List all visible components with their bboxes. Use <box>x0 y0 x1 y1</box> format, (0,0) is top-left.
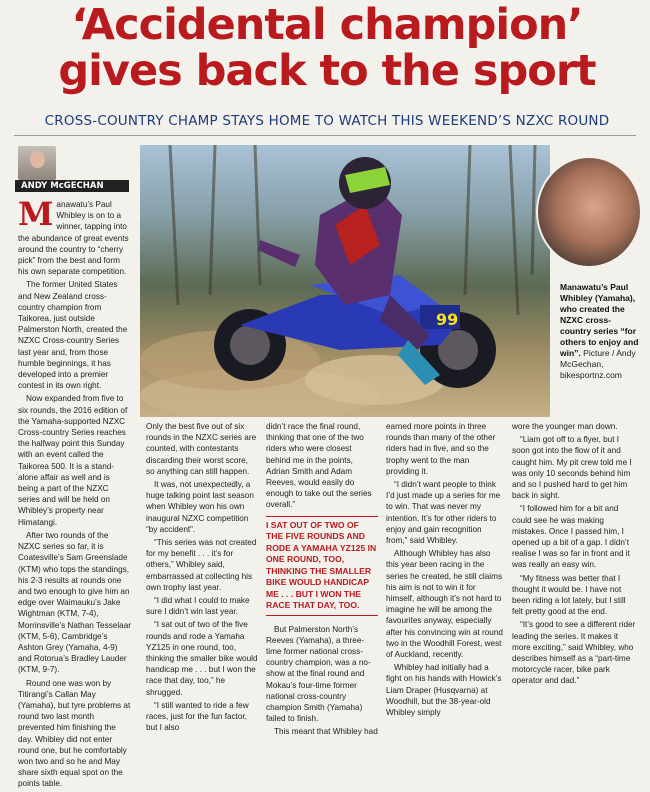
paragraph: It was, not unexpectedly, a huge talking point last season when Whibley won his own inaugural NZXC competition “by accident”. <box>146 480 254 534</box>
headline-line-1: ‘Accidental champion’ <box>71 0 583 50</box>
pull-quote: I SAT OUT OF TWO OF THE FIVE ROUNDS AND RODE A YAMAHA YZ125 IN ONE ROUND, TOO, THINKING THE SMALLER BIKE WOULD HANDICAP ME . . . BUT I WON THE RACE THAT DAY, TOO. <box>266 516 378 616</box>
paragraph: Round one was won by Titirangi’s Callan May (Yamaha), but tyre problems at round two last month prevented him finishing the day. Whibley did not enter round one, but he comfortably won two and so he and May share sixth equal spot on the points table. <box>18 678 131 789</box>
paragraph: “I followed him for a bit and could see he was making mistakes. Once I passed him, I opened up a bit of a gap. I didn’t realise I was so far in front and it was really an easy win. <box>512 504 630 570</box>
paragraph: Manawatu’s Paul Whibley is on to a winner, tapping into the abundance of great events around the country to “cherry pick” from the best and form his own separate competition. <box>18 195 129 277</box>
article-column-1 <box>18 195 132 792</box>
paragraph: Only the best five out of six rounds in the NZXC series are counted, with contestants discarding their worst score, so anything can still happen. <box>146 422 257 476</box>
paragraph: The former United States and New Zealand cross-country champion from Taikorea, just outside Palmerston North, created the NZXC Cross-country Series last year and, from those humble beginnings, it has developed into a premier contest in its own right. <box>18 280 128 391</box>
caption-text: Manawatu’s Paul Whibley (Yamaha), who created the NZXC cross-country series “for others to enjoy and win”. <box>560 282 639 358</box>
divider <box>14 135 636 136</box>
author-byline: ANDY McGECHAN <box>15 180 129 192</box>
article-column-3 <box>266 421 378 740</box>
bike-number: 99 <box>436 310 459 329</box>
author-photo <box>18 146 56 180</box>
paragraph: “I sat out of two of the five rounds and rode a Yamaha YZ125 in one round, too, thinking the smaller bike would handicap me . . . but I won the race that day, too,” he shrugged. <box>146 620 258 697</box>
paragraph: Whibley had initially had a fight on his hands with Howick’s Liam Draper (Husqvarna) at Woodhill, but the 38-year-old Whibley simply <box>386 663 502 718</box>
paragraph: “I still wanted to ride a few races, just for the fun factor, but I also <box>146 700 249 733</box>
drop-cap: M <box>18 195 54 233</box>
article-column-4 <box>386 421 504 720</box>
paragraph: After two rounds of the NZXC series so far, it is Coatesville’s Sam Greenslade (KTM) who tops the standings, his 2-3 results at rounds one and two enough to give him an edge over Waimauku’s Jake Wightman (KTM, 7-4), Morrinsville’s Nathan Tesselaar (KTM, 5-6), Cambridge’s Ashton Grey (Yamaha, 4-9) and Rotorua’s Bradley Lauder (KTM, 9-7). <box>18 530 132 675</box>
paragraph: But Palmerston North’s Reeves (Yamaha), a three-time former national cross-country champion, was a no-show at the final round and Mokau’s four-time former national cross-country champion Smith (Yamaha) failed to finish. <box>266 624 371 724</box>
paragraph: “Liam got off to a flyer, but I soon got into the flow of it and caught him. My pit crew told me I was only 10 seconds behind him and so I pushed hard to get him back in sight. <box>512 435 632 501</box>
article-column-2 <box>146 421 258 735</box>
paragraph: didn’t race the final round, thinking that one of the two riders who were closest behind me in the points, Adrian Smith and Adam Reeves, would easily do enough to take out the series overall.” <box>266 422 372 510</box>
caption-credit: Picture / Andy McGechan, bikesportnz.com <box>560 348 636 380</box>
paragraph: wore the younger man down. <box>512 422 618 431</box>
rider-illustration <box>140 145 550 417</box>
paragraph: “It’s good to see a different rider leading the series. It makes it more exciting,” said Whibley, who describes himself as a “part-time motorcycle racer, bike park operator and dad.” <box>512 620 636 686</box>
article-column-5 <box>512 421 636 689</box>
paragraph: “I did what I could to make sure I didn’t win last year. <box>146 596 250 617</box>
headline-line-2: gives back to the sport <box>58 46 596 96</box>
paragraph: “This series was not created for my benefit . . . it’s for others,” Whibley said, embarrassed at collecting his own trophy last year. <box>146 538 257 592</box>
paragraph: Although Whibley has also this year been racing in the series he created, he still claims his aim is not to win it for himself, although it’s not hard to imagine he will be among the favourites anyway, especially after his convincing win at round two in the Woodhill Forest, west of Auckland, recently. <box>386 549 503 660</box>
paragraph: This meant that Whibley had <box>274 727 378 737</box>
headline <box>14 2 640 94</box>
photo-caption <box>560 282 640 381</box>
paragraph: “I didn’t want people to think I’d just made up a series for me to win. That was never my intention. It’s for other riders to enjoy and gain recognition from,” said Whibley. <box>386 480 501 546</box>
motocross-photo <box>140 145 550 417</box>
subheadline: CROSS-COUNTRY CHAMP STAYS HOME TO WATCH THIS WEEKEND’S NZXC ROUND <box>44 113 610 129</box>
rider-portrait <box>536 156 642 268</box>
paragraph: earned more points in three rounds than many of the other riders had in five, and so the trophy went to the man providing it. <box>386 422 496 476</box>
paragraph: Now expanded from five to six rounds, the 2016 edition of the Yamaha-supported NZXC Cross-country Series reaches the halfway point this Sunday with an event called the Taikorea 500. It is a stand-alone affair as well and is being a part of the NZXC series and will be held on Whibley’s property near Himatangi. <box>18 394 128 527</box>
paragraph: “My fitness was better that I thought it would be. I have not been riding a lot lately, but I still felt pretty good at the end. <box>512 573 626 617</box>
